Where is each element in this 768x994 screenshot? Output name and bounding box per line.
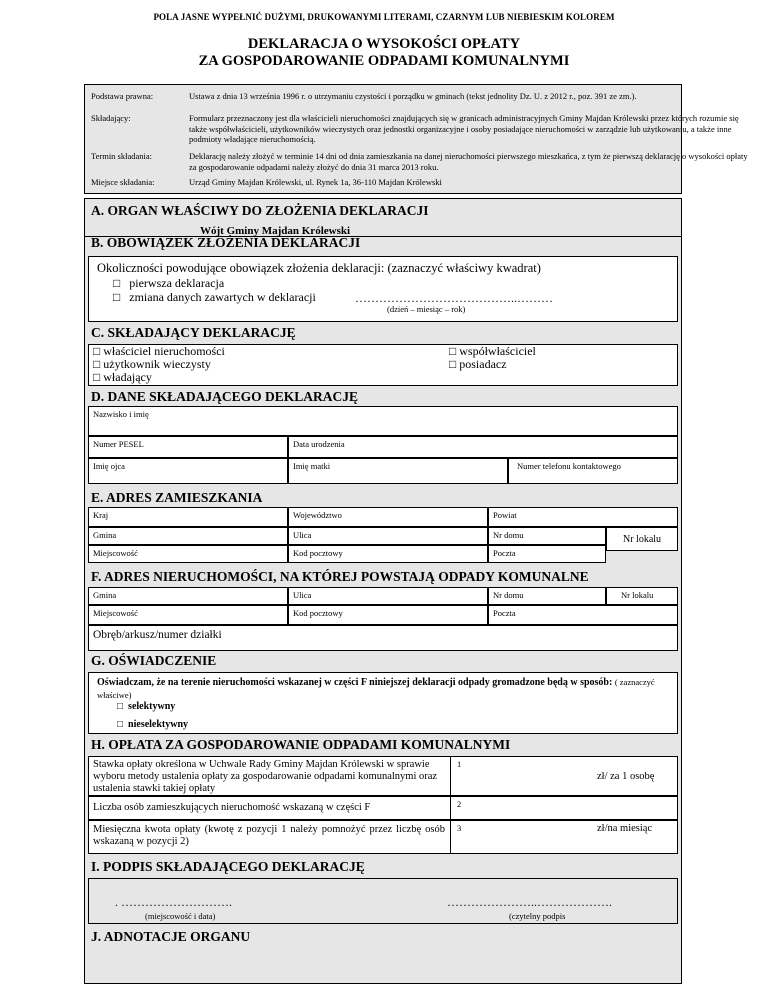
section-b-header: B. OBOWIĄZEK ZŁOŻENIA DEKLARACJI xyxy=(91,235,361,250)
commune-field[interactable] xyxy=(88,527,288,545)
town-field[interactable] xyxy=(88,545,288,563)
filer-text: Formularz przeznaczony jest dla właścicieli nieruchomości znajdujących się w granicach administracyjnych Gminy Majdan Królewski przez których rozumie się także współwłaścicieli, użytkowników wieczystych oraz jednostki organizacyjne i osoby posiadające nieruchomości w zarządzie lub użytkowaniu, a także inne podmioty władające nieruchomością. xyxy=(189,113,739,144)
h-row1-value[interactable] xyxy=(450,756,678,796)
filer-owner[interactable]: □ właściciel nieruchomości xyxy=(93,344,225,358)
parcel-label: Obręb/arkusz/numer działki xyxy=(93,629,222,641)
h-row2-value[interactable] xyxy=(450,796,678,820)
filer-holder[interactable]: □ posiadacz xyxy=(449,357,507,371)
h-row3-num: 3 xyxy=(457,823,462,833)
place-label: Miejsce składania: xyxy=(91,177,155,187)
f-street-field[interactable] xyxy=(288,587,488,605)
g-nonselective-label: nieselektywny xyxy=(128,719,189,730)
section-i-header: I. PODPIS SKŁADAJĄCEGO DEKLARACJĘ xyxy=(91,859,365,874)
section-i-box xyxy=(88,878,678,924)
title-line-2: ZA GOSPODAROWANIE ODPADAMI KOMUNALNYMI xyxy=(198,53,570,69)
phone-field[interactable] xyxy=(508,458,678,484)
basis-label: Podstawa prawna: xyxy=(91,91,154,101)
voivodeship-label: Województwo xyxy=(293,510,342,520)
place-date-field[interactable]: . ………………………. xyxy=(115,895,232,909)
name-label: Nazwisko i imię xyxy=(93,409,149,419)
deadline-text: Deklarację należy złożyć w terminie 14 dni od dnia zamieszkania na danej nieruchomości pierwszego mieszkańca, z tym że pierwszą deklarację o wysokości opłaty za gospodarowanie odpadami należy złożyć do dnia 31 marca 2013 roku. xyxy=(189,151,748,172)
f-town-field[interactable] xyxy=(88,605,288,625)
birth-field[interactable] xyxy=(288,436,678,458)
section-j-header: J. ADNOTACJE ORGANU xyxy=(91,929,251,944)
f-commune-label: Gmina xyxy=(93,590,117,600)
deadline-label: Termin składania: xyxy=(91,151,153,161)
pesel-label: Numer PESEL xyxy=(93,439,144,449)
post-field[interactable] xyxy=(488,545,606,563)
father-field[interactable] xyxy=(88,458,288,484)
section-c-header: C. SKŁADAJĄCY DEKLARACJĘ xyxy=(91,325,296,340)
place-date-caption: (miejscowość i data) xyxy=(145,911,216,921)
f-postcode-field[interactable] xyxy=(288,605,488,625)
intro-box xyxy=(84,84,748,194)
house-no-field[interactable] xyxy=(488,527,606,545)
house-no-label: Nr domu xyxy=(493,530,524,540)
mother-label: Imię matki xyxy=(293,461,331,471)
f-town-label: Miejscowość xyxy=(93,608,138,618)
date-field[interactable]: …………………………………..……… xyxy=(355,291,553,305)
postcode-field[interactable] xyxy=(288,545,488,563)
name-field[interactable] xyxy=(88,406,678,436)
section-a-value[interactable]: Wójt Gminy Majdan Królewski xyxy=(200,225,351,237)
form-title xyxy=(0,36,768,70)
f-house-no-field[interactable] xyxy=(488,587,606,605)
section-e-header: E. ADRES ZAMIESZKANIA xyxy=(91,490,263,505)
phone-label: Numer telefonu kontaktowego xyxy=(517,461,621,471)
section-h-header: H. OPŁATA ZA GOSPODAROWANIE ODPADAMI KOMUNALNYMI xyxy=(91,737,511,752)
town-label: Miejscowość xyxy=(93,548,138,558)
flat-no-field[interactable] xyxy=(606,527,678,551)
f-house-no-label: Nr domu xyxy=(493,590,524,600)
option-first-label: pierwsza deklaracja xyxy=(129,276,225,290)
country-label: Kraj xyxy=(93,510,109,520)
filer-label: Składający: xyxy=(91,113,131,123)
commune-label: Gmina xyxy=(93,530,117,540)
h-row3-value[interactable] xyxy=(450,820,678,854)
h-row3-text: Miesięczna kwota opłaty (kwotę z pozycji 1 należy pomnożyć przez liczbę osób wskazaną w pozycji 2) xyxy=(93,824,445,847)
section-f-header: F. ADRES NIERUCHOMOŚCI, NA KTÓREJ POWSTAJĄ ODPADY KOMUNALNE xyxy=(91,569,589,584)
f-flat-no-label: Nr lokalu xyxy=(621,590,654,600)
mother-field[interactable] xyxy=(288,458,508,484)
filer-possessor[interactable]: □ władający xyxy=(93,370,152,384)
h-row2-num: 2 xyxy=(457,799,462,809)
f-flat-no-field[interactable] xyxy=(606,587,678,605)
basis-text: Ustawa z dnia 13 września 1996 r. o utrzymaniu czystości i porządku w gminach (tekst jednolity Dz. U. z 2012 r., poz. 391 ze zm.). xyxy=(189,91,637,101)
postcode-label: Kod pocztowy xyxy=(293,548,343,558)
street-label: Ulica xyxy=(293,530,312,540)
flat-no-label: Nr lokalu xyxy=(623,534,662,545)
section-b-question: Okoliczności powodujące obowiązek złożenia deklaracji: (zaznaczyć właściwy kwadrat) xyxy=(97,261,541,275)
county-field[interactable] xyxy=(488,507,678,527)
filer-co-owner[interactable]: □ współwłaściciel xyxy=(449,344,536,358)
post-label: Poczta xyxy=(493,548,516,558)
h-row2-text: Liczba osób zamieszkujących nieruchomość wskazaną w części F xyxy=(93,802,371,813)
section-b-box xyxy=(88,256,678,322)
section-d-header: D. DANE SKŁADAJĄCEGO DEKLARACJĘ xyxy=(91,389,359,404)
country-field[interactable] xyxy=(88,507,288,527)
street-field[interactable] xyxy=(288,527,488,545)
father-label: Imię ojca xyxy=(93,461,125,471)
h-row1-num: 1 xyxy=(457,759,462,769)
option-change[interactable]: □ zmiana danych zawartych w deklaracji xyxy=(113,290,316,304)
county-label: Powiat xyxy=(493,510,517,520)
f-postcode-label: Kod pocztowy xyxy=(293,608,343,618)
section-g-box xyxy=(88,672,678,734)
h-row1-text: Stawka opłaty określona w Uchwale Rady Gminy Majdan Królewski w sprawie wyboru metody ustalenia opłaty za gospodarowanie odpadami komunalnymi oraz ustalenia stawki takiej opłaty xyxy=(93,759,438,794)
h-row3-unit: zł/na miesiąc xyxy=(597,823,653,834)
option-change-label: zmiana danych zawartych w deklaracji xyxy=(129,290,316,304)
parcel-field[interactable] xyxy=(88,625,678,651)
g-nonselective[interactable]: □ nieselektywny xyxy=(117,719,189,730)
section-g-header: G. OŚWIADCZENIE xyxy=(91,653,217,668)
section-c-box xyxy=(88,344,678,386)
g-statement xyxy=(97,676,669,702)
g-hint: ( zaznaczyć właściwe) xyxy=(97,677,655,700)
top-note: POLA JASNE WYPEŁNIĆ DUŻYMI, DRUKOWANYMI LITERAMI, CZARNYM LUB NIEBIESKIM KOLOREM xyxy=(153,12,615,22)
voivodeship-field[interactable] xyxy=(288,507,488,527)
h-row1-unit: zł/ za 1 osobę xyxy=(597,771,655,782)
f-post-field[interactable] xyxy=(488,605,678,625)
g-selective-label: selektywny xyxy=(128,701,176,712)
filer-perpetual[interactable]: □ użytkownik wieczysty xyxy=(93,357,211,371)
signature-caption: (czytelny podpis xyxy=(509,911,566,921)
title-line-1: DEKLARACJA O WYSOKOŚCI OPŁATY xyxy=(247,36,521,52)
g-selective[interactable]: □ selektywny xyxy=(117,701,176,712)
f-post-label: Poczta xyxy=(493,608,516,618)
g-statement-text: Oświadczam, że na terenie nieruchomości wskazanej w części F niniejszej deklaracji odpady gromadzone będą w sposób: xyxy=(97,677,613,688)
place-text: Urząd Gminy Majdan Królewski, ul. Rynek 1a, 36-110 Majdan Królewski xyxy=(189,177,442,187)
signature-field[interactable]: …………………..………………. xyxy=(447,895,612,909)
section-a-header: A. ORGAN WŁAŚCIWY DO ZŁOŻENIA DEKLARACJI xyxy=(91,203,429,218)
pesel-field[interactable] xyxy=(88,436,288,458)
option-first[interactable]: □ pierwsza deklaracja xyxy=(113,276,225,290)
date-caption: (dzień – miesiąc – rok) xyxy=(387,304,466,314)
f-commune-field[interactable] xyxy=(88,587,288,605)
birth-label: Data urodzenia xyxy=(293,439,345,449)
f-street-label: Ulica xyxy=(293,590,312,600)
